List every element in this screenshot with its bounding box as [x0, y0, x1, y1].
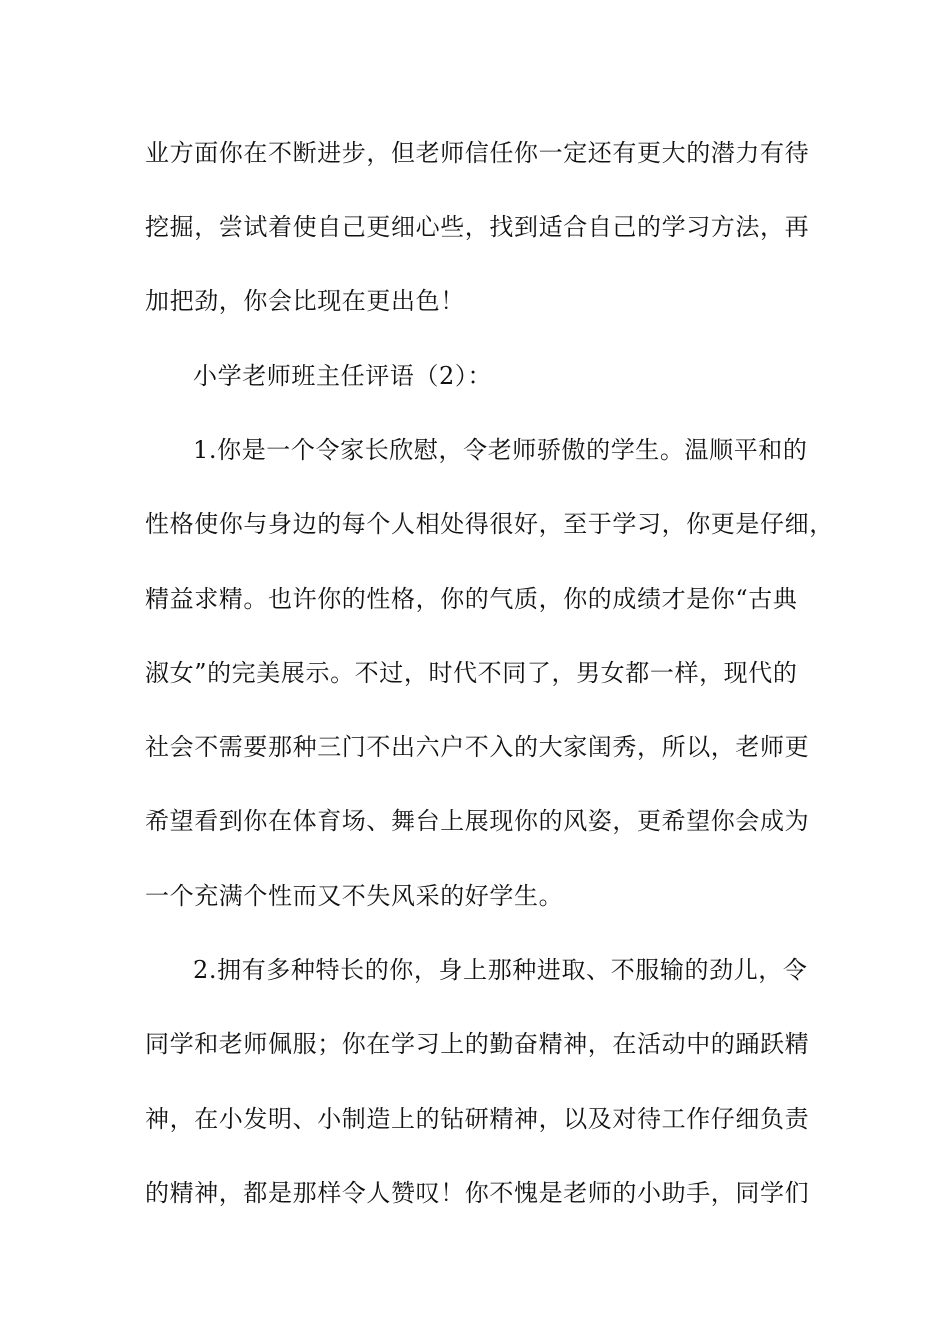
text-line: 加把劲，你会比现在更出色！ [145, 287, 465, 315]
text-line: 一个充满个性而又不失风采的好学生。 [145, 882, 564, 910]
text-line: 业方面你在不断进步，但老师信任你一定还有更大的潜力有待 [145, 139, 810, 167]
section-heading: 小学老师班主任评语（2）： [193, 362, 493, 390]
text-line: 淑女”的完美展示。不过，时代不同了，男女都一样，现代的 [145, 659, 798, 687]
text-line: 挖掘，尝试着使自己更细心些，找到适合自己的学习方法，再 [145, 213, 810, 241]
text-line: 的精神，都是那样令人赞叹！你不愧是老师的小助手，同学们 [145, 1179, 810, 1207]
text-line: 希望看到你在体育场、舞台上展现你的风姿，更希望你会成为 [145, 807, 810, 835]
text-line: 精益求精。也许你的性格，你的气质，你的成绩才是你“古典 [145, 585, 798, 613]
text-line: 社会不需要那种三门不出六户不入的大家闺秀，所以，老师更 [145, 733, 810, 761]
text-line: 1.你是一个令家长欣慰，令老师骄傲的学生。温顺平和的 [193, 436, 808, 464]
text-line: 2.拥有多种特长的你，身上那种进取、不服输的劲儿，令 [193, 956, 808, 984]
text-line: 神，在小发明、小制造上的钻研精神，以及对待工作仔细负责 [145, 1105, 810, 1133]
text-line: 性格使你与身边的每个人相处得很好，至于学习，你更是仔细， [145, 510, 834, 538]
text-line: 同学和老师佩服；你在学习上的勤奋精神，在活动中的踊跃精 [145, 1030, 810, 1058]
